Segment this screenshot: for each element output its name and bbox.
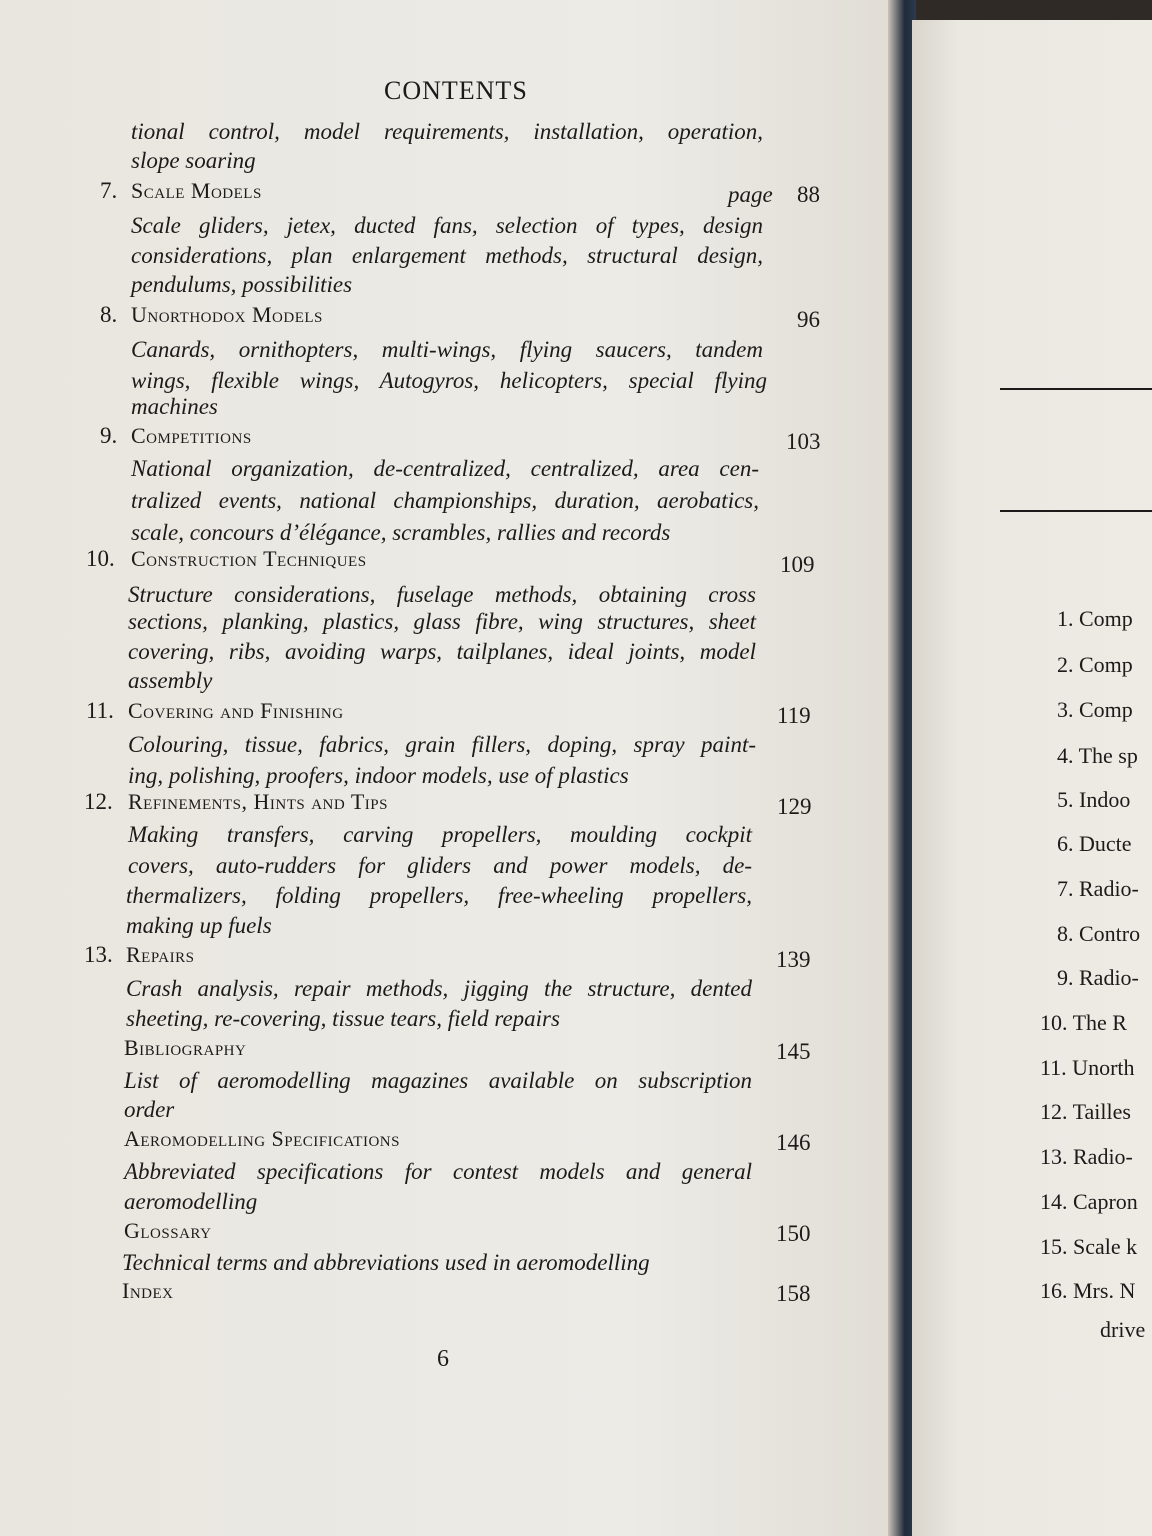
entry-title: Refinements, Hints and Tips xyxy=(128,789,388,814)
entry-desc-line: machines xyxy=(131,394,218,419)
entry-page: 103 xyxy=(786,429,821,454)
page-number: 6 xyxy=(437,1346,449,1372)
entry-page: 129 xyxy=(777,794,812,819)
entry-desc-line: considerations, plan enlargement methods, structural design, xyxy=(131,243,763,268)
list-item: 3. Comp xyxy=(1057,697,1133,722)
list-item: 11. Unorth xyxy=(1040,1055,1135,1080)
entry-number: 8. xyxy=(100,302,118,327)
entry-desc-line: covering, ribs, avoiding warps, tailplanes, ideal joints, model xyxy=(128,639,756,664)
entry-title: Unorthodox Models xyxy=(131,302,323,327)
entry-title: Aeromodelling Specifications xyxy=(124,1126,400,1151)
entry-desc-line: Technical terms and abbreviations used in aeromodelling xyxy=(122,1250,650,1275)
entry-desc-line: Colouring, tissue, fabrics, grain fillers, doping, spray paint- xyxy=(128,732,756,757)
entry-desc-line: tralized events, national championships, duration, aerobatics, xyxy=(131,488,759,513)
list-item: 9. Radio- xyxy=(1057,965,1139,990)
entry-desc-line: National organization, de-centralized, centralized, area cen- xyxy=(131,456,759,481)
divider-rule xyxy=(1000,388,1152,390)
entry-desc-line: aeromodelling xyxy=(124,1189,258,1214)
list-item: 1. Comp xyxy=(1057,606,1133,631)
right-page xyxy=(912,20,1152,1536)
divider-rule xyxy=(1000,510,1152,512)
entry-number: 12. xyxy=(84,789,113,814)
entry-desc-line: making up fuels xyxy=(126,913,272,938)
entry-desc-line: sections, planking, plastics, glass fibre, wing structures, sheet xyxy=(128,609,756,634)
list-item: 15. Scale k xyxy=(1040,1234,1138,1259)
entry-number: 7. xyxy=(100,178,118,203)
entry-page: 139 xyxy=(776,947,811,972)
entry-title: Competitions xyxy=(131,423,252,448)
entry-desc-line: List of aeromodelling magazines available on subscription xyxy=(124,1068,752,1093)
entry-page: 109 xyxy=(780,552,815,577)
intro-desc-line: slope soaring xyxy=(131,148,256,173)
entry-title: Repairs xyxy=(126,942,195,967)
list-item: 4. The sp xyxy=(1057,743,1138,768)
entry-page: 158 xyxy=(776,1281,811,1306)
entry-number: 9. xyxy=(100,423,118,448)
entry-desc-line: Abbreviated specifications for contest models and general xyxy=(124,1159,752,1184)
entry-title: Scale Models xyxy=(131,178,262,203)
list-item: 13. Radio- xyxy=(1040,1144,1133,1169)
list-item: 14. Capron xyxy=(1040,1189,1138,1214)
entry-title: Glossary xyxy=(124,1218,212,1243)
entry-desc-line: Canards, ornithopters, multi-wings, flying saucers, tandem xyxy=(131,337,763,362)
entry-desc-line: Crash analysis, repair methods, jigging the structure, dented xyxy=(126,976,752,1001)
list-item: 12. Tailles xyxy=(1040,1099,1131,1124)
entry-page: 96 xyxy=(797,307,820,332)
intro-desc-line: tional control, model requirements, installation, operation, xyxy=(131,119,763,144)
list-item: 6. Ducte xyxy=(1057,831,1132,856)
list-item: 16. Mrs. N xyxy=(1040,1278,1136,1303)
entry-title: Index xyxy=(122,1278,174,1303)
page-word: page xyxy=(728,182,773,207)
entry-title: Construction Techniques xyxy=(131,546,367,571)
entry-desc-line: assembly xyxy=(128,668,213,693)
entry-desc-line: scale, concours d’élégance, scrambles, rallies and records xyxy=(131,520,671,545)
entry-page: 88 xyxy=(797,182,820,207)
list-item: drive xyxy=(1100,1317,1146,1342)
entry-desc-line: sheeting, re-covering, tissue tears, field repairs xyxy=(126,1006,560,1031)
entry-desc-line: thermalizers, folding propellers, free-wheeling propellers, xyxy=(126,883,752,908)
entry-title: Covering and Finishing xyxy=(128,698,344,723)
entry-number: 11. xyxy=(86,698,114,723)
list-item: 8. Contro xyxy=(1057,921,1141,946)
entry-page: 146 xyxy=(776,1130,811,1155)
list-item: 7. Radio- xyxy=(1057,876,1139,901)
entry-page: 145 xyxy=(776,1039,811,1064)
entry-number: 10. xyxy=(86,546,115,571)
entry-desc-line: Scale gliders, jetex, ducted fans, selection of types, design xyxy=(131,213,763,238)
entry-desc-line: Making transfers, carving propellers, moulding cockpit xyxy=(128,822,752,847)
entry-desc-line: pendulums, possibilities xyxy=(131,272,353,297)
entry-desc-line: ing, polishing, proofers, indoor models, use of plastics xyxy=(128,763,629,788)
list-item: 10. The R xyxy=(1040,1010,1127,1035)
entry-desc-line: wings, flexible wings, Autogyros, helicopters, special flying xyxy=(131,368,767,393)
entry-desc-line: covers, auto-rudders for gliders and power models, de- xyxy=(128,853,752,878)
list-item: 2. Comp xyxy=(1057,652,1133,677)
entry-number: 13. xyxy=(84,942,113,967)
entry-page: 119 xyxy=(777,703,811,728)
entry-page: 150 xyxy=(776,1221,811,1246)
page-title: CONTENTS xyxy=(384,76,528,105)
list-item: 5. Indoo xyxy=(1057,787,1131,812)
entry-desc-line: Structure considerations, fuselage methods, obtaining cross xyxy=(128,582,756,607)
entry-title: Bibliography xyxy=(124,1035,247,1060)
entry-desc-line: order xyxy=(124,1097,175,1122)
